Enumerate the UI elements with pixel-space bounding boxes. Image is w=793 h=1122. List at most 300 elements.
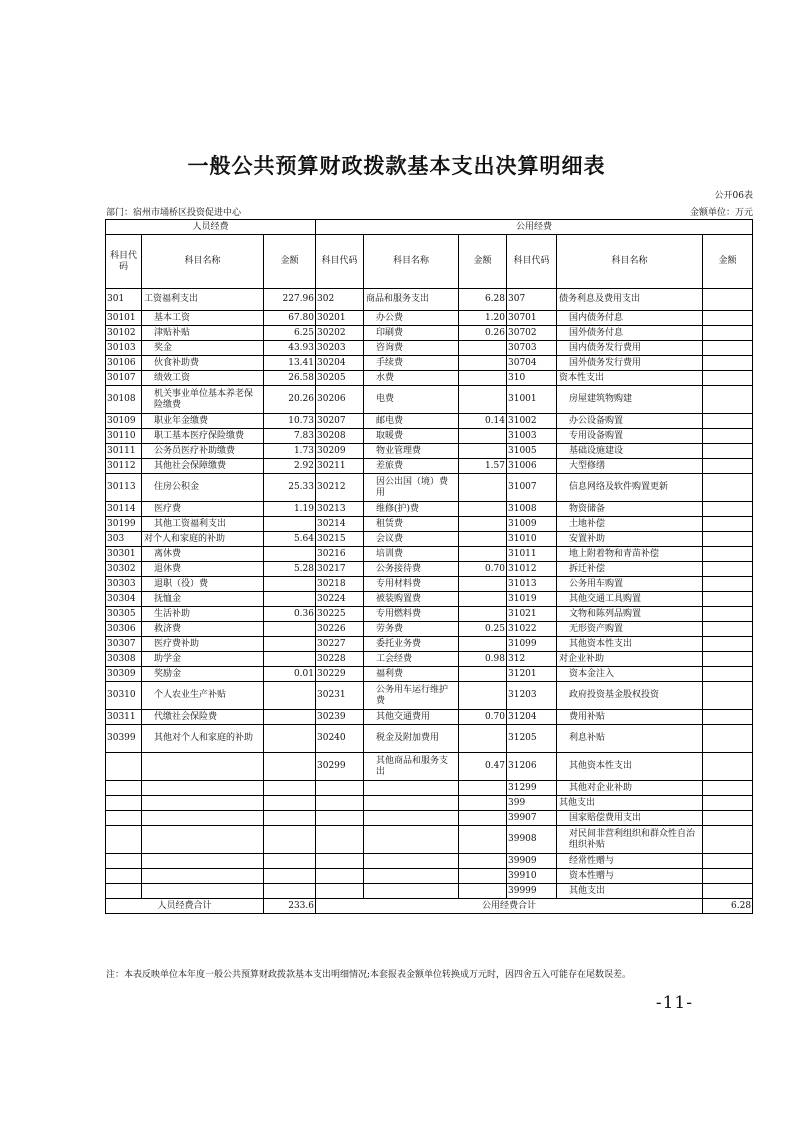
subject-name-cell: 津贴补贴 — [142, 326, 264, 341]
subject-code-cell: 30226 — [316, 622, 364, 637]
subject-name-cell: 委托业务费 — [364, 637, 459, 652]
subject-code-cell: 30212 — [316, 474, 364, 502]
subject-name-cell: 奖金 — [142, 341, 264, 356]
subject-name-cell: 退休费 — [142, 562, 264, 577]
amount-cell: 227.96 — [264, 289, 316, 311]
amount-cell — [459, 682, 507, 710]
amount-cell — [459, 577, 507, 592]
subject-code-cell: 39910 — [507, 869, 557, 884]
subject-code-cell: 31203 — [507, 682, 557, 710]
table-row — [106, 341, 753, 356]
column-header-row — [106, 235, 753, 289]
subject-name-cell: 电费 — [364, 386, 459, 414]
subject-code-cell: 30703 — [507, 341, 557, 356]
subject-name-cell: 其他资本性支出 — [557, 753, 703, 781]
subject-code-cell — [106, 884, 142, 899]
subject-code-cell: 30206 — [316, 386, 364, 414]
amount-cell: 10.73 — [264, 414, 316, 429]
subject-name-cell: 利息补贴 — [557, 725, 703, 753]
table-row — [106, 356, 753, 371]
subject-name-cell: 工资福利支出 — [142, 289, 264, 311]
amount-cell — [703, 592, 753, 607]
subject-code-cell: 30208 — [316, 429, 364, 444]
amount-cell — [459, 474, 507, 502]
subject-name-cell: 信息网络及软件购置更新 — [557, 474, 703, 502]
subject-name-cell — [142, 869, 264, 884]
subject-name-cell: 办公费 — [364, 311, 459, 326]
amount-cell — [703, 710, 753, 725]
amount-cell — [459, 532, 507, 547]
subject-code-cell — [106, 869, 142, 884]
amount-cell — [703, 667, 753, 682]
subject-name-cell: 其他工资福利支出 — [142, 517, 264, 532]
amount-cell — [703, 356, 753, 371]
amount-cell — [703, 326, 753, 341]
subject-code-cell: 30101 — [106, 311, 142, 326]
subject-name-cell — [364, 781, 459, 796]
amount-cell: 43.93 — [264, 341, 316, 356]
amount-cell — [459, 725, 507, 753]
table-row — [106, 414, 753, 429]
subject-name-cell: 土地补偿 — [557, 517, 703, 532]
amount-cell — [264, 652, 316, 667]
subject-name-cell: 绩效工资 — [142, 371, 264, 386]
subject-code-cell: 31204 — [507, 710, 557, 725]
amount-cell — [703, 562, 753, 577]
table-row — [106, 517, 753, 532]
subject-code-cell: 31021 — [507, 607, 557, 622]
amount-cell — [703, 869, 753, 884]
personnel-name-header: 科目名称 — [142, 235, 264, 289]
subject-code-cell: 31013 — [507, 577, 557, 592]
amount-cell — [264, 517, 316, 532]
amount-cell — [703, 854, 753, 869]
amount-cell — [459, 547, 507, 562]
amount-cell: 0.36 — [264, 607, 316, 622]
subject-name-cell: 资本金注入 — [557, 667, 703, 682]
subject-name-cell: 离休费 — [142, 547, 264, 562]
subject-name-cell: 劳务费 — [364, 622, 459, 637]
subject-name-cell: 商品和服务支出 — [364, 289, 459, 311]
subject-code-cell: 30239 — [316, 710, 364, 725]
table-row — [106, 311, 753, 326]
subject-name-cell: 国内债务发行费用 — [557, 341, 703, 356]
subject-name-cell: 其他社会保障缴费 — [142, 459, 264, 474]
subject-code-cell: 30203 — [316, 341, 364, 356]
subject-name-cell: 基本工资 — [142, 311, 264, 326]
subject-code-cell: 31007 — [507, 474, 557, 502]
capital-amount-header: 金额 — [703, 235, 753, 289]
subject-code-cell: 30311 — [106, 710, 142, 725]
amount-cell: 26.58 — [264, 371, 316, 386]
subject-code-cell: 30109 — [106, 414, 142, 429]
subject-code-cell: 30199 — [106, 517, 142, 532]
subject-name-cell: 经常性赠与 — [557, 854, 703, 869]
subject-code-cell: 301 — [106, 289, 142, 311]
amount-cell: 0.25 — [459, 622, 507, 637]
amount-cell — [703, 826, 753, 854]
subject-code-cell: 30307 — [106, 637, 142, 652]
subject-code-cell: 39999 — [507, 884, 557, 899]
table-row — [106, 592, 753, 607]
amount-cell — [264, 622, 316, 637]
subject-code-cell: 31099 — [507, 637, 557, 652]
subject-code-cell: 30305 — [106, 607, 142, 622]
table-row — [106, 637, 753, 652]
subject-code-cell: 30229 — [316, 667, 364, 682]
subject-name-cell: 房屋建筑物购建 — [557, 386, 703, 414]
personnel-code-header: 科目代码 — [106, 235, 142, 289]
public-amount-header: 金额 — [459, 235, 507, 289]
subject-name-cell: 其他对个人和家庭的补助 — [142, 725, 264, 753]
amount-cell: 0.26 — [459, 326, 507, 341]
subject-code-cell — [106, 796, 142, 811]
table-row — [106, 622, 753, 637]
expenditure-detail-table — [105, 219, 753, 914]
amount-cell — [703, 414, 753, 429]
subject-code-cell: 31205 — [507, 725, 557, 753]
personnel-group-header: 人员经费 — [106, 220, 316, 235]
amount-cell — [264, 725, 316, 753]
amount-cell — [703, 547, 753, 562]
subject-code-cell: 31008 — [507, 502, 557, 517]
table-row — [106, 577, 753, 592]
subject-code-cell: 30306 — [106, 622, 142, 637]
amount-cell — [459, 854, 507, 869]
subject-code-cell — [316, 854, 364, 869]
footnote: 注：本表反映单位本年度一般公共预算财政拨款基本支出明细情况;本套报表金额单位转换成万元时，因四舍五入可能存在尾数误差。 — [106, 970, 632, 980]
amount-cell — [703, 311, 753, 326]
subject-name-cell: 公务用车运行维护费 — [364, 682, 459, 710]
amount-cell — [703, 781, 753, 796]
subject-code-cell: 303 — [106, 532, 142, 547]
subject-name-cell: 公务接待费 — [364, 562, 459, 577]
amount-cell — [459, 592, 507, 607]
subject-name-cell: 维修(护)费 — [364, 502, 459, 517]
table-row — [106, 386, 753, 414]
subject-name-cell: 其他支出 — [557, 884, 703, 899]
subject-name-cell: 住房公积金 — [142, 474, 264, 502]
subject-code-cell — [316, 826, 364, 854]
amount-cell — [703, 371, 753, 386]
subject-code-cell: 30108 — [106, 386, 142, 414]
subject-code-cell: 30225 — [316, 607, 364, 622]
public-group-header: 公用经费 — [316, 220, 753, 235]
capital-code-header: 科目代码 — [507, 235, 557, 289]
table-row — [106, 796, 753, 811]
subject-name-cell: 安置补助 — [557, 532, 703, 547]
public-total-label: 公用经费合计 — [316, 899, 703, 914]
subject-name-cell — [142, 781, 264, 796]
amount-cell — [264, 869, 316, 884]
subject-code-cell: 31002 — [507, 414, 557, 429]
subject-code-cell: 30224 — [316, 592, 364, 607]
amount-cell: 6.28 — [459, 289, 507, 311]
subject-code-cell: 30301 — [106, 547, 142, 562]
subject-name-cell: 债务利息及费用支出 — [557, 289, 703, 311]
amount-cell — [459, 607, 507, 622]
subject-name-cell: 租赁费 — [364, 517, 459, 532]
subject-code-cell: 30218 — [316, 577, 364, 592]
subject-code-cell: 30110 — [106, 429, 142, 444]
subject-code-cell: 31201 — [507, 667, 557, 682]
amount-cell — [703, 884, 753, 899]
subject-name-cell: 助学金 — [142, 652, 264, 667]
table-row — [106, 326, 753, 341]
subject-name-cell — [142, 753, 264, 781]
amount-cell: 20.26 — [264, 386, 316, 414]
amount-cell — [264, 781, 316, 796]
subject-name-cell: 专用材料费 — [364, 577, 459, 592]
subject-code-cell: 30308 — [106, 652, 142, 667]
subject-code-cell: 31299 — [507, 781, 557, 796]
page-title: 一般公共预算财政拨款基本支出决算明细表 — [187, 154, 606, 178]
subject-name-cell: 福利费 — [364, 667, 459, 682]
public-total-amount: 6.28 — [703, 899, 753, 914]
subject-name-cell: 国家赔偿费用支出 — [557, 811, 703, 826]
amount-cell — [264, 547, 316, 562]
subject-name-cell — [364, 854, 459, 869]
subject-name-cell: 税金及附加费用 — [364, 725, 459, 753]
subject-name-cell: 国外债务发行费用 — [557, 356, 703, 371]
subject-name-cell — [364, 869, 459, 884]
subject-code-cell: 30209 — [316, 444, 364, 459]
subject-name-cell: 代缴社会保险费 — [142, 710, 264, 725]
subject-code-cell — [316, 869, 364, 884]
amount-cell: 0.01 — [264, 667, 316, 682]
table-row — [106, 289, 753, 311]
amount-cell — [459, 356, 507, 371]
subject-code-cell: 399 — [507, 796, 557, 811]
table-row — [106, 811, 753, 826]
subject-name-cell: 费用补贴 — [557, 710, 703, 725]
amount-cell: 13.41 — [264, 356, 316, 371]
amount-cell — [459, 371, 507, 386]
totals-row — [106, 899, 753, 914]
subject-code-cell: 30216 — [316, 547, 364, 562]
personnel-total-label: 人员经费合计 — [106, 899, 264, 914]
subject-name-cell: 救济费 — [142, 622, 264, 637]
subject-name-cell: 公务员医疗补助缴费 — [142, 444, 264, 459]
subject-name-cell: 资本性赠与 — [557, 869, 703, 884]
amount-cell: 1.57 — [459, 459, 507, 474]
subject-code-cell — [106, 781, 142, 796]
subject-code-cell — [106, 826, 142, 854]
subject-code-cell: 30202 — [316, 326, 364, 341]
subject-name-cell — [142, 884, 264, 899]
subject-name-cell — [364, 811, 459, 826]
subject-code-cell: 30211 — [316, 459, 364, 474]
subject-code-cell — [106, 753, 142, 781]
amount-cell — [459, 502, 507, 517]
amount-cell — [264, 637, 316, 652]
subject-code-cell: 30399 — [106, 725, 142, 753]
subject-code-cell — [316, 796, 364, 811]
amount-cell: 6.25 — [264, 326, 316, 341]
table-row — [106, 710, 753, 725]
table-row — [106, 562, 753, 577]
subject-code-cell: 30107 — [106, 371, 142, 386]
table-body — [106, 289, 753, 899]
amount-cell — [264, 811, 316, 826]
amount-cell: 2.92 — [264, 459, 316, 474]
department-label: 部门：宿州市埇桥区投资促进中心 — [106, 208, 242, 218]
amount-cell: 1.19 — [264, 502, 316, 517]
amount-cell — [459, 517, 507, 532]
subject-code-cell: 307 — [507, 289, 557, 311]
subject-code-cell: 30303 — [106, 577, 142, 592]
subject-name-cell: 职工基本医疗保险缴费 — [142, 429, 264, 444]
subject-name-cell: 资本性支出 — [557, 371, 703, 386]
subject-code-cell: 30113 — [106, 474, 142, 502]
subject-code-cell: 31010 — [507, 532, 557, 547]
subject-name-cell: 其他交通工具购置 — [557, 592, 703, 607]
subject-name-cell: 政府投资基金股权投资 — [557, 682, 703, 710]
subject-name-cell: 邮电费 — [364, 414, 459, 429]
amount-cell: 5.64 — [264, 532, 316, 547]
table-row — [106, 667, 753, 682]
subject-code-cell: 30106 — [106, 356, 142, 371]
amount-cell: 7.83 — [264, 429, 316, 444]
table-row — [106, 371, 753, 386]
subject-code-cell: 30299 — [316, 753, 364, 781]
amount-cell — [459, 667, 507, 682]
subject-name-cell: 地上附着物和青苗补偿 — [557, 547, 703, 562]
subject-name-cell: 医疗费补助 — [142, 637, 264, 652]
subject-code-cell: 312 — [507, 652, 557, 667]
amount-cell — [703, 444, 753, 459]
amount-cell — [703, 341, 753, 356]
subject-code-cell — [316, 884, 364, 899]
subject-code-cell: 31006 — [507, 459, 557, 474]
amount-cell — [703, 811, 753, 826]
unit-label: 金额单位：万元 — [689, 208, 753, 218]
amount-cell: 0.14 — [459, 414, 507, 429]
capital-name-header: 科目名称 — [557, 235, 703, 289]
subject-code-cell: 30114 — [106, 502, 142, 517]
amount-cell — [459, 781, 507, 796]
table-row — [106, 725, 753, 753]
amount-cell — [703, 652, 753, 667]
subject-name-cell: 物资储备 — [557, 502, 703, 517]
subject-name-cell — [142, 854, 264, 869]
personnel-total-amount: 233.6 — [264, 899, 316, 914]
subject-name-cell: 差旅费 — [364, 459, 459, 474]
subject-code-cell: 30240 — [316, 725, 364, 753]
subject-name-cell: 大型修缮 — [557, 459, 703, 474]
subject-name-cell: 国外债务付息 — [557, 326, 703, 341]
amount-cell — [459, 444, 507, 459]
subject-code-cell: 310 — [507, 371, 557, 386]
subject-name-cell: 专用设备购置 — [557, 429, 703, 444]
subject-code-cell: 30304 — [106, 592, 142, 607]
table-row — [106, 869, 753, 884]
subject-name-cell: 伙食补助费 — [142, 356, 264, 371]
amount-cell: 0.98 — [459, 652, 507, 667]
subject-code-cell: 31019 — [507, 592, 557, 607]
amount-cell — [459, 386, 507, 414]
amount-cell — [703, 753, 753, 781]
table-row — [106, 607, 753, 622]
subject-name-cell: 对民间非营利组织和群众性自治组织补贴 — [557, 826, 703, 854]
subject-name-cell: 办公设备购置 — [557, 414, 703, 429]
subject-name-cell: 机关事业单位基本养老保险缴费 — [142, 386, 264, 414]
subject-name-cell — [364, 826, 459, 854]
subject-name-cell: 专用燃料费 — [364, 607, 459, 622]
subject-code-cell — [316, 811, 364, 826]
subject-code-cell: 31003 — [507, 429, 557, 444]
amount-cell: 5.28 — [264, 562, 316, 577]
subject-code-cell: 30309 — [106, 667, 142, 682]
amount-cell — [459, 826, 507, 854]
amount-cell — [703, 637, 753, 652]
table-row — [106, 459, 753, 474]
subject-code-cell: 30701 — [507, 311, 557, 326]
amount-cell — [703, 289, 753, 311]
amount-cell — [264, 577, 316, 592]
subject-name-cell — [142, 811, 264, 826]
amount-cell — [703, 502, 753, 517]
subject-code-cell: 31009 — [507, 517, 557, 532]
amount-cell — [264, 854, 316, 869]
amount-cell — [459, 637, 507, 652]
subject-code-cell: 30704 — [507, 356, 557, 371]
subject-name-cell: 文物和陈列品购置 — [557, 607, 703, 622]
table-row — [106, 429, 753, 444]
subject-code-cell: 31022 — [507, 622, 557, 637]
subject-name-cell — [142, 826, 264, 854]
table-row — [106, 682, 753, 710]
amount-cell — [703, 607, 753, 622]
amount-cell: 25.33 — [264, 474, 316, 502]
subject-name-cell: 培训费 — [364, 547, 459, 562]
amount-cell — [703, 532, 753, 547]
amount-cell: 0.70 — [459, 710, 507, 725]
subject-name-cell: 国内债务付息 — [557, 311, 703, 326]
amount-cell — [264, 682, 316, 710]
subject-code-cell: 302 — [316, 289, 364, 311]
subject-code-cell: 30205 — [316, 371, 364, 386]
subject-name-cell: 印刷费 — [364, 326, 459, 341]
subject-code-cell: 31011 — [507, 547, 557, 562]
subject-code-cell: 30111 — [106, 444, 142, 459]
subject-name-cell: 无形资产购置 — [557, 622, 703, 637]
subject-code-cell: 30214 — [316, 517, 364, 532]
subject-name-cell: 工会经费 — [364, 652, 459, 667]
subject-name-cell: 其他交通费用 — [364, 710, 459, 725]
amount-cell — [703, 796, 753, 811]
amount-cell — [264, 753, 316, 781]
subject-code-cell: 30201 — [316, 311, 364, 326]
subject-name-cell: 对企业补助 — [557, 652, 703, 667]
subject-code-cell: 30215 — [316, 532, 364, 547]
subject-name-cell: 生活补助 — [142, 607, 264, 622]
subject-code-cell: 30103 — [106, 341, 142, 356]
group-header-row — [106, 220, 753, 235]
subject-code-cell: 30213 — [316, 502, 364, 517]
table-row — [106, 547, 753, 562]
subject-code-cell: 30112 — [106, 459, 142, 474]
table-row — [106, 781, 753, 796]
subject-name-cell: 其他支出 — [557, 796, 703, 811]
page-number: -11- — [655, 993, 693, 1013]
subject-name-cell: 医疗费 — [142, 502, 264, 517]
table-row — [106, 474, 753, 502]
subject-code-cell: 30102 — [106, 326, 142, 341]
form-number: 公开06表 — [714, 191, 753, 201]
amount-cell: 0.47 — [459, 753, 507, 781]
table-row — [106, 502, 753, 517]
